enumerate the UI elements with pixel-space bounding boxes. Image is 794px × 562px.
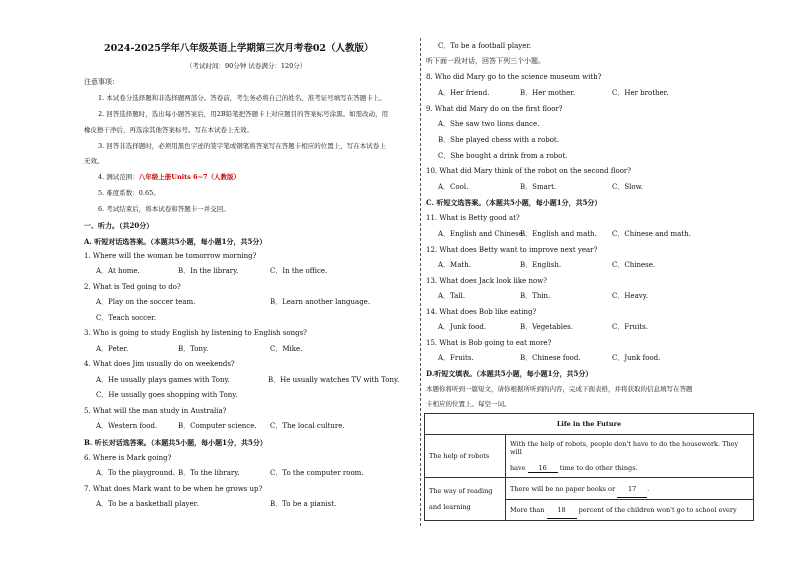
- note-6: 6. 考试结束后，将本试卷和答题卡一并交回。: [98, 205, 230, 213]
- q4-option-a: A．He usually plays games with Tony.: [96, 376, 230, 384]
- q9-option-c: C．She bought a drink from a robot.: [438, 152, 568, 160]
- column-divider: [420, 38, 421, 526]
- table-row: [425, 478, 754, 521]
- notes-heading: 注意事项：: [84, 78, 119, 86]
- q10-option-a: A．Cool.: [438, 183, 469, 191]
- row-text: [506, 479, 753, 500]
- q7-stem: 7. What does Mark want to be when he grows up?: [84, 485, 263, 493]
- q8-option-b: B．Her mother.: [520, 89, 576, 97]
- q7-option-c: C．To be a football player.: [438, 42, 532, 50]
- dialogue-note: 听下面一段对话，回答下列三个小题。: [426, 57, 545, 65]
- q6-stem: 6. Where is Mark going?: [84, 454, 172, 462]
- note-5: 5. 难度系数：0.65。: [98, 189, 160, 197]
- row-label-line: The way of reading: [429, 487, 493, 495]
- q2-option-a: A．Play on the soccer team.: [96, 298, 196, 306]
- answer-blank-18[interactable]: 18: [547, 502, 577, 519]
- answer-blank-17[interactable]: 17: [617, 481, 647, 498]
- q6-option-b: B．To the library.: [178, 469, 240, 477]
- q8-option-a: A．Her friend.: [438, 89, 490, 97]
- part-a-heading: A. 听短对话选答案。（本题共5小题，每小题1分，共5分）: [84, 237, 267, 246]
- q13-stem: 13. What does Jack look like now?: [426, 277, 547, 285]
- q15-option-c: C．Junk food.: [612, 354, 661, 362]
- note-1: 1. 本试卷分选择题和非选择题两部分。答卷前，考生务必将自己的姓名、准考证号填写在答题卡上。: [98, 94, 386, 102]
- row-text: [506, 500, 753, 520]
- part-d-instructions-cont: 卡相应的位置上。每空一词。: [426, 400, 511, 408]
- part-d-heading: D.听短文填表。（本题共5小题，每小题1分，共5分）: [426, 369, 593, 378]
- q1-option-a: A．At home.: [96, 267, 140, 275]
- q6-option-a: A．To the playground.: [96, 469, 175, 477]
- table-row: [425, 414, 754, 435]
- q1-option-c: C．In the office.: [270, 267, 328, 275]
- page-title: 2024-2025学年八年级英语上学期第三次月考卷02（人教版）: [104, 43, 374, 54]
- note-3: 3. 回答非选择题时，必须用黑色字迹的签字笔或钢笔将答案写在答题卡相应的位置上，写在本试卷上: [98, 142, 386, 150]
- q6-option-c: C．To the computer room.: [270, 469, 364, 477]
- row-text-post: .: [647, 484, 650, 493]
- row-label: [425, 478, 506, 521]
- q10-option-b: B．Smart.: [520, 183, 557, 191]
- q11-option-b: B．English and math.: [520, 230, 597, 238]
- q9-stem: 9. What did Mary do on the first floor?: [426, 105, 563, 113]
- q10-stem: 10. What did Mary think of the robot on the second floor?: [426, 167, 632, 175]
- q2-option-c: C．Teach soccer.: [96, 314, 157, 322]
- row-text: With the help of robots, people don't have to do the housework. They will: [510, 439, 739, 456]
- q15-option-a: A．Fruits.: [438, 354, 474, 362]
- row-text-post: time to do other things.: [559, 463, 638, 472]
- q13-option-c: C．Heavy.: [612, 292, 648, 300]
- q14-stem: 14. What does Bob like eating?: [426, 308, 537, 316]
- test-scope: 八年级上册Units 6~7（人教版）: [138, 173, 241, 181]
- q9-option-a: A．She saw two lions dance.: [438, 120, 540, 128]
- note-2-cont: 橡皮擦干净后，再选涂其他答案标号。写在本试卷上无效。: [84, 126, 253, 134]
- q12-option-a: A．Math.: [438, 261, 471, 269]
- q2-option-b: B．Learn another language.: [270, 298, 371, 306]
- answer-blank-16[interactable]: 16: [528, 464, 558, 473]
- q5-stem: 5. What will the man study in Australia?: [84, 407, 227, 415]
- row-text-post: percent of the children won't go to school every: [578, 505, 737, 514]
- future-life-table: [424, 413, 754, 521]
- q12-option-c: C．Chinese.: [612, 261, 656, 269]
- table-title: Life in the Future: [425, 414, 754, 435]
- q3-option-b: B．Tony.: [178, 345, 209, 353]
- q7-option-b: B．To be a pianist.: [270, 500, 337, 508]
- note-4: [98, 174, 240, 181]
- q4-option-b: B．He usually watches TV with Tony.: [268, 376, 400, 384]
- q14-option-c: C．Fruits.: [612, 323, 648, 331]
- q4-stem: 4. What does Jim usually do on weekends?: [84, 360, 235, 368]
- q13-option-b: B．Thin.: [520, 292, 551, 300]
- q4-option-c: C．He usually goes shopping with Tony.: [96, 391, 238, 399]
- q15-stem: 15. What is Bob going to eat more?: [426, 339, 552, 347]
- row-content: [506, 435, 754, 478]
- q14-option-a: A．Junk food.: [438, 323, 487, 331]
- row-label: The help of robots: [425, 435, 506, 478]
- q11-option-c: C．Chinese and math.: [612, 230, 691, 238]
- q1-stem: 1. Where will the woman be tomorrow morning?: [84, 252, 257, 260]
- q13-option-a: A．Tall.: [438, 292, 466, 300]
- row-text-pre: There will be no paper books or: [510, 484, 616, 493]
- part-b-heading: B. 听长对话选答案。（本题共5小题，每小题1分，共5分）: [84, 438, 267, 447]
- part-d-instructions: 本题你将听到一篇短文，请你根据所听到的内容，完成下面表格，并将获取的信息填写在答题: [426, 385, 693, 393]
- part-c-heading: C. 听短文选答案。（本题共5小题，每小题1分，共5分）: [426, 198, 602, 207]
- row-label-line: and learning: [429, 503, 471, 511]
- q8-option-c: C．Her brother.: [612, 89, 669, 97]
- q5-option-b: B．Computer science.: [178, 422, 257, 430]
- q14-option-b: B．Vegetables.: [520, 323, 573, 331]
- note-4-prefix: 4. 测试范围：: [98, 173, 139, 181]
- q3-stem: 3. Who is going to study English by listening to English songs?: [84, 329, 307, 337]
- row-content: [506, 478, 754, 521]
- q11-stem: 11. What is Betty good at?: [426, 214, 520, 222]
- q3-option-a: A．Peter.: [96, 345, 129, 353]
- row-text-pre: More than: [510, 505, 545, 514]
- q12-stem: 12. What does Betty want to improve next year?: [426, 246, 598, 254]
- section-listening: 一、听力。（共20分）: [84, 221, 154, 230]
- q2-stem: 2. What is Ted going to do?: [84, 283, 181, 291]
- q10-option-c: C．Slow.: [612, 183, 643, 191]
- q7-option-a: A．To be a basketball player.: [96, 500, 199, 508]
- exam-meta: （考试时间：90分钟 试卷满分：120分）: [186, 62, 307, 70]
- note-3-cont: 无效。: [84, 157, 104, 165]
- q5-option-c: C．The local culture.: [270, 422, 345, 430]
- q5-option-a: A．Western food.: [96, 422, 158, 430]
- note-2: 2. 回答选择题时，选出每小题答案后，用2B铅笔把答题卡上对应题目的答案标号涂黑。如需改动，用: [98, 110, 389, 118]
- row-text-pre: have: [510, 463, 526, 472]
- q9-option-b: B．She played chess with a robot.: [438, 136, 559, 144]
- q15-option-b: B．Chinese food.: [520, 354, 581, 362]
- row-text: [510, 464, 749, 473]
- q1-option-b: B．In the library.: [178, 267, 239, 275]
- q12-option-b: B．English.: [520, 261, 562, 269]
- table-row: [425, 435, 754, 478]
- q8-stem: 8. Who did Mary go to the science museum with?: [426, 73, 602, 81]
- q3-option-c: C．Mike.: [270, 345, 303, 353]
- q11-option-a: A．English and Chinese.: [438, 230, 526, 238]
